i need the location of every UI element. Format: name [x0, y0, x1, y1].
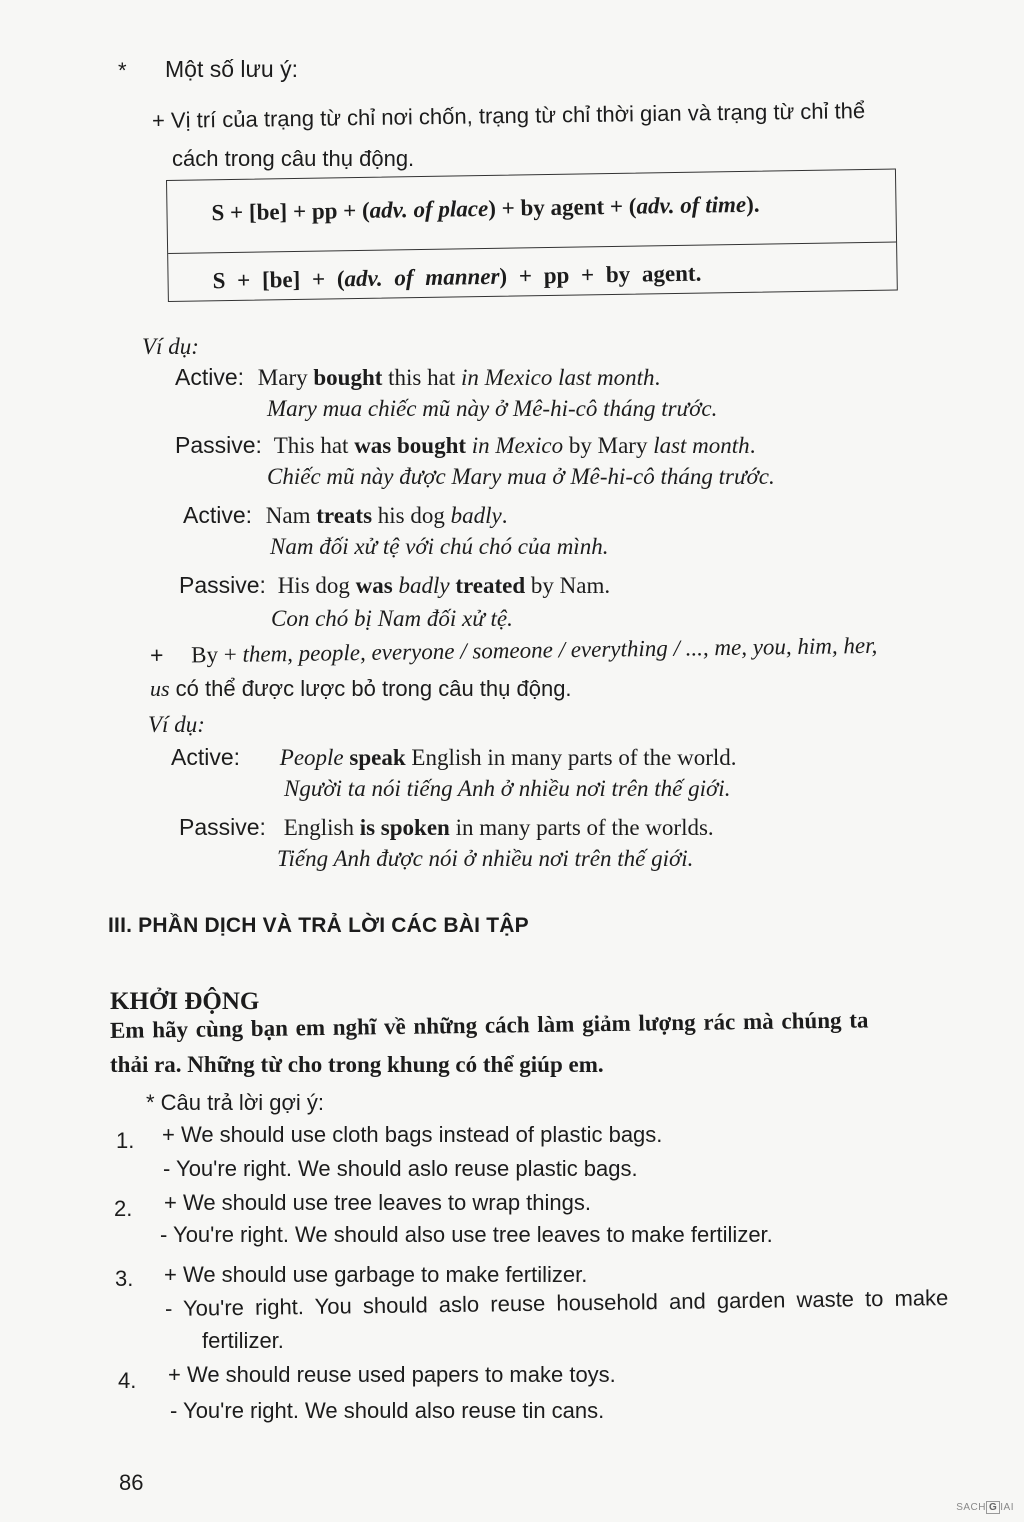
example-passive-2-translation: Con chó bị Nam đối xử tệ.: [271, 606, 513, 631]
example-passive-3-translation: Tiếng Anh được nói ở nhiều nơi trên thế giới.: [277, 846, 694, 871]
example-passive-3: Passive: English is spoken in many parts of the worlds.: [179, 814, 714, 840]
section-heading: III. PHẦN DỊCH VÀ TRẢ LỜI CÁC BÀI TẬP: [108, 914, 529, 937]
answer-response: - You're right. You should aslo reuse household and garden waste to make: [164, 1285, 949, 1321]
formula-box: [166, 169, 898, 302]
example-active-2: Active: Nam treats his dog badly.: [183, 502, 508, 528]
page-number: 86: [119, 1470, 144, 1495]
note-bullet: *: [118, 58, 127, 83]
example-passive-1-translation: Chiếc mũ này được Mary mua ở Mê-hi-cô tháng trước.: [267, 464, 775, 489]
example-active-1: Active: Mary bought this hat in Mexico last month.: [175, 364, 661, 390]
answer-number: 2.: [114, 1196, 133, 1221]
answer-suggestion: + We should use garbage to make fertilizer.: [164, 1262, 588, 1287]
example-label: Ví dụ:: [142, 334, 199, 359]
warmup-instruction-line2: thải ra. Những từ cho trong khung có thể giúp em.: [110, 1052, 604, 1077]
answer-response: - You're right. We should aslo reuse plastic bags.: [163, 1156, 638, 1181]
warmup-heading: KHỞI ĐỘNG: [110, 988, 260, 1015]
example-active-2-translation: Nam đối xử tệ với chú chó của mình.: [270, 534, 609, 559]
note-item-line2: cách trong câu thụ động.: [172, 146, 415, 171]
answer-number: 4.: [118, 1368, 137, 1393]
example-label-2: Ví dụ:: [148, 712, 205, 737]
answer-suggestion: + We should use tree leaves to wrap things.: [164, 1190, 592, 1215]
answer-number: 1.: [116, 1128, 135, 1153]
answer-suggestion: + We should reuse used papers to make toys.: [168, 1362, 616, 1387]
formula-row-place-time: S + [be] + pp + (adv. of place) + by agent + (adv. of time).: [211, 191, 760, 226]
notes-title: Một số lưu ý:: [165, 56, 298, 82]
example-active-1-translation: Mary mua chiếc mũ này ở Mê-hi-cô tháng trước.: [267, 396, 718, 421]
example-passive-2: Passive: His dog was badly treated by Nam.: [179, 572, 611, 598]
example-active-3: Active: People speak English in many parts of the world.: [171, 744, 737, 770]
note-item-line1: + Vị trí của trạng từ chỉ nơi chốn, trạng từ chỉ thời gian và trạng từ chỉ thể: [151, 98, 866, 133]
formula-divider: [168, 242, 896, 254]
formula-row-manner: S + [be] + (adv. of manner) + pp + by agent.: [212, 260, 702, 294]
answer-response: - You're right. We should also use tree leaves to make fertilizer.: [160, 1222, 773, 1247]
example-active-3-translation: Người ta nói tiếng Anh ở nhiều nơi trên thế giới.: [284, 776, 731, 801]
by-agent-note-line1: + By + them, people, everyone / someone / everything / ..., me, you, him, her,: [149, 632, 878, 668]
example-passive-1: Passive: This hat was bought in Mexico by Mary last month.: [175, 432, 756, 458]
suggested-answers-label: * Câu trả lời gợi ý:: [146, 1090, 325, 1115]
by-agent-note-line2: us có thể được lược bỏ trong câu thụ động.: [150, 676, 572, 701]
answer-response-continued: fertilizer.: [202, 1328, 284, 1353]
answer-suggestion: + We should use cloth bags instead of plastic bags.: [162, 1122, 663, 1147]
answer-number: 3.: [115, 1266, 134, 1291]
warmup-instruction-line1: Em hãy cùng bạn em nghĩ về những cách làm giảm lượng rác mà chúng ta: [109, 1007, 869, 1043]
answer-response: - You're right. We should also reuse tin cans.: [170, 1398, 605, 1423]
publisher-logo: SACH G IAI: [956, 1502, 1014, 1513]
